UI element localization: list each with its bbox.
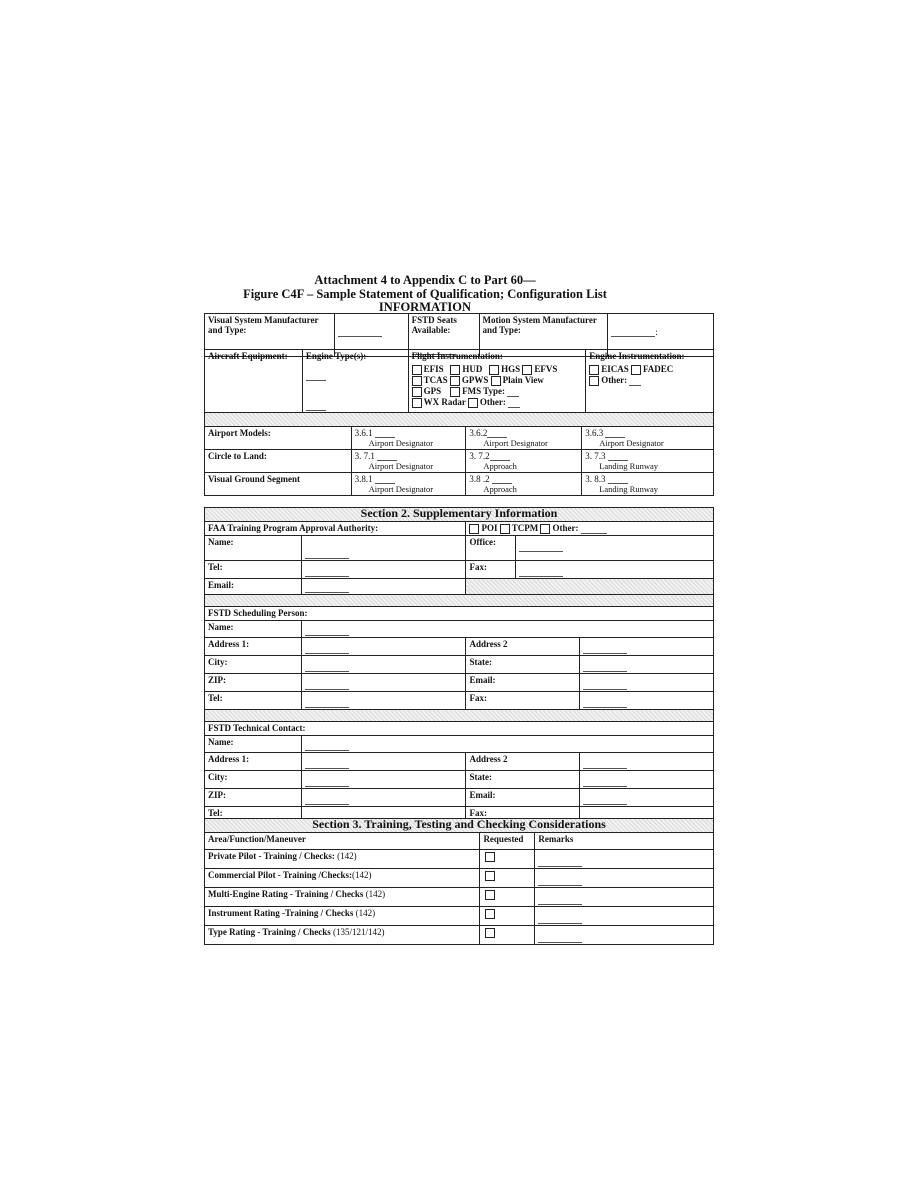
tech-city-label: City: — [205, 771, 302, 789]
technical-contact-label: FSTD Technical Contact: — [205, 722, 714, 736]
remarks-field[interactable] — [535, 907, 714, 926]
engine-type-1-field[interactable] — [306, 372, 326, 381]
motion-system-field[interactable]: : — [608, 314, 714, 357]
visual-system-label: Visual System Manufacturer and Type: — [205, 314, 335, 357]
sched-city-field[interactable] — [301, 656, 466, 674]
flight-instrumentation-cell: Flight Instrumentation: EFIS HUD HGS EFVS TCAS GPWS Plain View GPS FMS Type: WX Radar Other: — [408, 350, 586, 413]
faa-name-field[interactable] — [301, 536, 466, 561]
requested-cell — [480, 850, 535, 869]
tcas-checkbox[interactable] — [412, 376, 422, 386]
hatched-divider — [205, 413, 714, 427]
faa-fax-label: Fax: — [466, 561, 516, 579]
aircraft-equipment-table — [204, 349, 714, 427]
sched-address2-label: Address 2 — [466, 638, 580, 656]
sched-address2-field[interactable] — [580, 638, 714, 656]
sched-state-label: State: — [466, 656, 580, 674]
tech-email-label: Email: — [466, 789, 580, 807]
tech-email-field[interactable] — [580, 789, 714, 807]
section2-title: Section 2. Supplementary Information — [205, 508, 714, 522]
flight-other-checkbox[interactable] — [468, 398, 478, 408]
sched-tel-label: Tel: — [205, 692, 302, 710]
hgs-checkbox[interactable] — [489, 365, 499, 375]
airport-models-table — [204, 426, 714, 496]
tech-state-field[interactable] — [580, 771, 714, 789]
sched-name-field[interactable] — [301, 621, 713, 638]
visual-ground-2-cell[interactable]: 3.8 .2 Approach — [466, 473, 582, 496]
sched-zip-label: ZIP: — [205, 674, 302, 692]
maneuver-label: Instrument Rating -Training / Checks (142) — [205, 907, 480, 926]
table-row — [205, 926, 714, 945]
engine-types-cell — [302, 350, 408, 413]
remarks-field[interactable] — [535, 926, 714, 945]
requested-checkbox[interactable] — [485, 890, 495, 900]
circle-to-land-1-cell[interactable]: 3. 7.1 Airport Designator — [351, 450, 466, 473]
airport-model-1-cell[interactable]: 3.6.1 Airport Designator — [351, 427, 466, 450]
sched-email-field[interactable] — [580, 674, 714, 692]
doc-title-figure: Figure C4F – Sample Statement of Qualification; Configuration List — [243, 287, 607, 301]
sched-city-label: City: — [205, 656, 302, 674]
tech-tel-label: Tel: — [205, 807, 302, 825]
gpws-checkbox[interactable] — [450, 376, 460, 386]
requested-checkbox[interactable] — [485, 909, 495, 919]
sched-zip-field[interactable] — [301, 674, 466, 692]
table-row — [205, 869, 714, 888]
efis-checkbox[interactable] — [412, 365, 422, 375]
airport-model-3-cell[interactable]: 3.6.3 Airport Designator — [582, 427, 714, 450]
sched-fax-label: Fax: — [466, 692, 580, 710]
col-requested-header: Requested — [480, 833, 535, 850]
faa-other-checkbox[interactable] — [540, 524, 550, 534]
requested-checkbox[interactable] — [485, 871, 495, 881]
engine-instrumentation-cell: Engine Instrumentation: EICAS FADEC Other: — [586, 350, 714, 413]
remarks-field[interactable] — [535, 850, 714, 869]
engine-types-label: Engine Type(s): — [305, 351, 367, 361]
tech-zip-label: ZIP: — [205, 789, 302, 807]
section3-title: Section 3. Training, Testing and Checking Considerations — [205, 819, 714, 833]
faa-approval-options: POI TCPM Other: — [466, 522, 714, 536]
visual-ground-1-cell[interactable]: 3.8.1 Airport Designator — [351, 473, 466, 496]
hud-checkbox[interactable] — [450, 365, 460, 375]
faa-office-field[interactable] — [516, 536, 714, 561]
tech-address1-field[interactable] — [301, 753, 466, 771]
tech-address2-field[interactable] — [580, 753, 714, 771]
fms-type-field[interactable] — [507, 388, 519, 397]
engine-instrumentation-label: Engine Instrumentation: — [589, 351, 685, 361]
requested-cell — [480, 888, 535, 907]
remarks-field[interactable] — [535, 888, 714, 907]
section3-table — [204, 818, 714, 945]
faa-tel-label: Tel: — [205, 561, 302, 579]
sched-name-label: Name: — [205, 621, 302, 638]
section2-table — [204, 507, 714, 825]
tech-city-field[interactable] — [301, 771, 466, 789]
tech-name-label: Name: — [205, 736, 302, 753]
sched-state-field[interactable] — [580, 656, 714, 674]
airport-model-2-cell[interactable]: 3.6.2 Airport Designator — [466, 427, 582, 450]
col-area-header: Area/Function/Maneuver — [205, 833, 480, 850]
maneuver-label: Multi-Engine Rating - Training / Checks (142) — [205, 888, 480, 907]
sched-email-label: Email: — [466, 674, 580, 692]
efvs-checkbox[interactable] — [522, 365, 532, 375]
tech-state-label: State: — [466, 771, 580, 789]
faa-name-label: Name: — [205, 536, 302, 561]
sched-address1-label: Address 1: — [205, 638, 302, 656]
doc-title-attachment: Attachment 4 to Appendix C to Part 60— — [314, 273, 536, 287]
hatched-blank — [466, 579, 714, 595]
aircraft-equipment-label: Aircraft Equipment: — [205, 350, 303, 413]
faa-tel-field[interactable] — [301, 561, 466, 579]
flight-instrumentation-label: Flight Instrumentation: — [411, 351, 503, 361]
circle-to-land-3-cell[interactable]: 3. 7.3 Landing Runway — [582, 450, 714, 473]
requested-checkbox[interactable] — [485, 928, 495, 938]
tech-name-field[interactable] — [301, 736, 713, 753]
poi-checkbox[interactable] — [469, 524, 479, 534]
requested-cell — [480, 907, 535, 926]
motion-system-label: Motion System Manufacturer and Type: — [479, 314, 608, 357]
doc-title-information: INFORMATION — [378, 300, 472, 314]
tech-zip-field[interactable] — [301, 789, 466, 807]
faa-email-field[interactable] — [301, 579, 466, 595]
visual-ground-3-cell[interactable]: 3. 8.3 Landing Runway — [582, 473, 714, 496]
hatched-divider — [205, 595, 714, 607]
table-row — [205, 850, 714, 869]
maneuver-label: Commercial Pilot - Training /Checks:(142) — [205, 869, 480, 888]
fadec-checkbox[interactable] — [631, 365, 641, 375]
sched-address1-field[interactable] — [301, 638, 466, 656]
faa-fax-field[interactable] — [516, 561, 714, 579]
sched-fax-field[interactable] — [580, 692, 714, 710]
maneuver-label: Type Rating - Training / Checks (135/121/142) — [205, 926, 480, 945]
engine-other-checkbox[interactable] — [589, 376, 599, 386]
hatched-divider — [205, 710, 714, 722]
tech-address2-label: Address 2 — [466, 753, 580, 771]
engine-other-field[interactable] — [629, 377, 641, 386]
sched-tel-field[interactable] — [301, 692, 466, 710]
fstd-seats-label: FSTD Seats Available: — [408, 314, 479, 357]
gps-checkbox[interactable] — [412, 387, 422, 397]
circle-to-land-label: Circle to Land: — [205, 450, 352, 473]
tcpm-checkbox[interactable] — [500, 524, 510, 534]
eicas-checkbox[interactable] — [589, 365, 599, 375]
tech-fax-label: Fax: — [466, 807, 580, 825]
col-remarks-header: Remarks — [535, 833, 714, 850]
fms-checkbox[interactable] — [450, 387, 460, 397]
airport-models-label: Airport Models: — [205, 427, 352, 450]
table-row — [205, 888, 714, 907]
flight-other-field[interactable] — [508, 399, 520, 408]
remarks-field[interactable] — [535, 869, 714, 888]
visual-ground-segment-label: Visual Ground Segment — [205, 473, 352, 496]
tech-address1-label: Address 1: — [205, 753, 302, 771]
faa-office-label: Office: — [466, 536, 516, 561]
requested-checkbox[interactable] — [485, 852, 495, 862]
requested-cell — [480, 869, 535, 888]
scheduling-person-label: FSTD Scheduling Person: — [205, 607, 714, 621]
requested-cell — [480, 926, 535, 945]
engine-type-2-field[interactable] — [306, 402, 326, 411]
maneuver-label: Private Pilot - Training / Checks: (142) — [205, 850, 480, 869]
circle-to-land-2-cell[interactable]: 3. 7.2 Approach — [466, 450, 582, 473]
faa-other-field[interactable] — [581, 525, 607, 534]
wx-radar-checkbox[interactable] — [412, 398, 422, 408]
faa-approval-label: FAA Training Program Approval Authority: — [205, 522, 466, 536]
plain-view-checkbox[interactable] — [491, 376, 501, 386]
faa-email-label: Email: — [205, 579, 302, 595]
table-row — [205, 907, 714, 926]
